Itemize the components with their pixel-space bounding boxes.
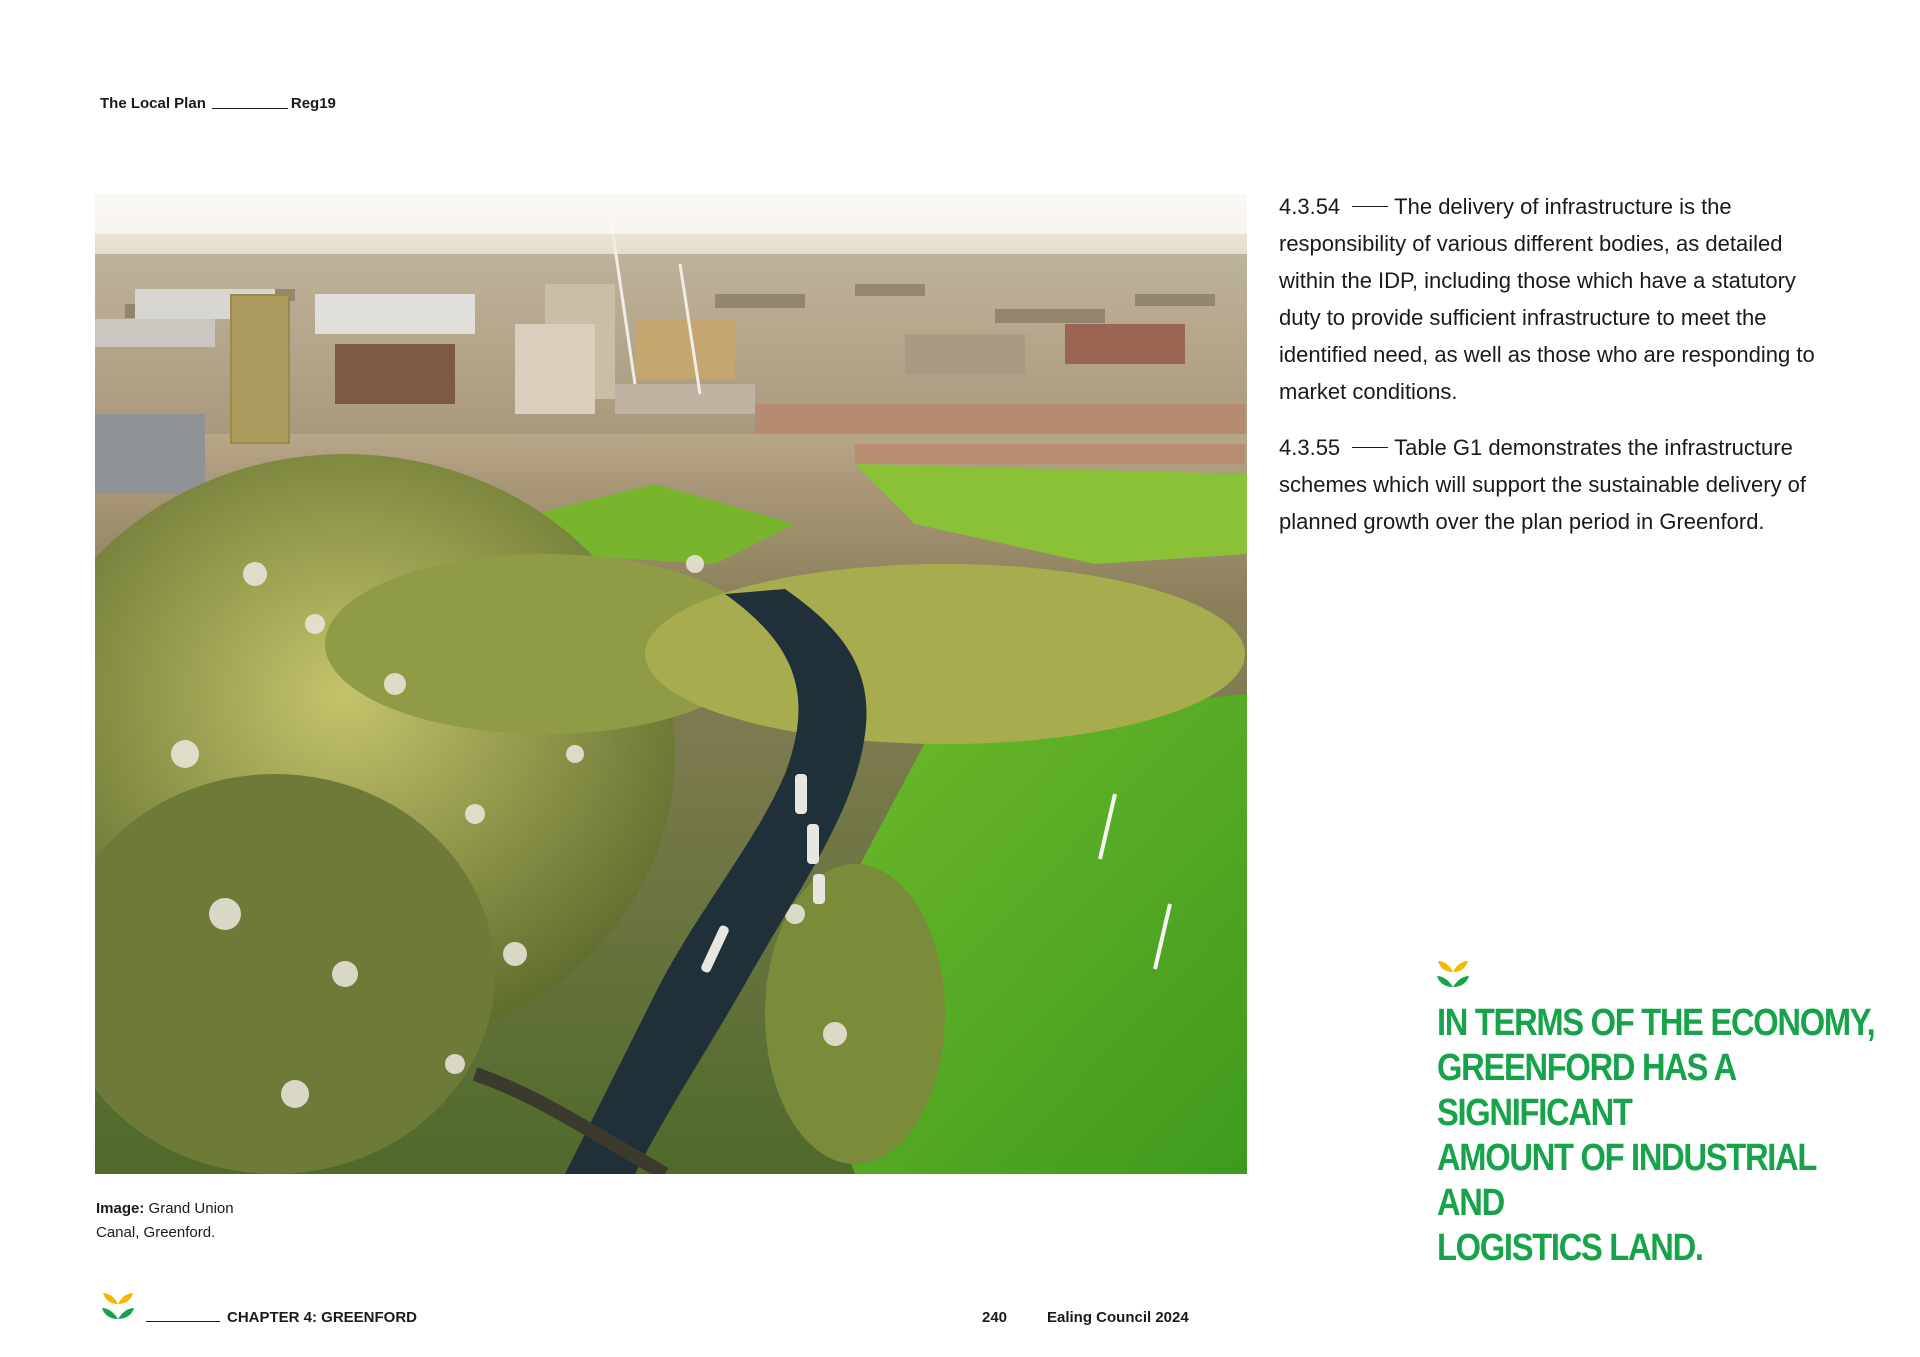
caption-line1: Grand Union — [148, 1200, 234, 1217]
pull-quote-line: LOGISTICS LAND. — [1437, 1227, 1703, 1269]
pull-quote-line: GREENFORD HAS A SIGNIFICANT — [1437, 1047, 1735, 1134]
paragraph-4-3-55 — [1279, 429, 1839, 540]
paragraph-dash — [1352, 206, 1388, 207]
paragraph-number: 4.3.54 — [1279, 194, 1341, 219]
body-text-column — [1279, 188, 1839, 559]
running-header — [100, 95, 336, 112]
pull-quote-line: IN TERMS OF THE ECONOMY, — [1437, 1002, 1875, 1044]
pull-quote-line: AMOUNT OF INDUSTRIAL AND — [1437, 1137, 1816, 1224]
paragraph-text: The delivery of infrastructure is the responsibility of various different bodies, as detailed within the IDP, including those which have a statutory duty to provide sufficient infrastructure to meet the identified need, as well as those who are responding to market conditions. — [1279, 194, 1815, 404]
aerial-photo — [95, 194, 1247, 1174]
aerial-photo-canal-image — [95, 194, 1247, 1174]
footer-sprout-logo-icon — [102, 1290, 134, 1320]
paragraph-4-3-54 — [1279, 188, 1839, 410]
header-title: The Local Plan — [100, 95, 206, 112]
image-caption — [96, 1197, 234, 1245]
footer-publisher: Ealing Council 2024 — [1047, 1309, 1189, 1326]
sprout-logo-icon — [1437, 958, 1469, 988]
header-subtitle: Reg19 — [290, 95, 336, 112]
paragraph-text: Table G1 demonstrates the infrastructure schemes which will support the sustainable delivery of planned growth over the plan period in Greenford. — [1279, 435, 1807, 534]
pull-quote — [1437, 1001, 1884, 1271]
caption-label: Image: — [96, 1200, 145, 1217]
page-number: 240 — [982, 1309, 1008, 1326]
footer-chapter: CHAPTER 4: GREENFORD — [227, 1309, 418, 1326]
paragraph-number: 4.3.55 — [1279, 435, 1341, 460]
footer-rule — [146, 1321, 220, 1322]
caption-line2: Canal, Greenford. — [96, 1224, 216, 1241]
header-rule — [212, 108, 288, 109]
paragraph-dash — [1352, 447, 1388, 448]
